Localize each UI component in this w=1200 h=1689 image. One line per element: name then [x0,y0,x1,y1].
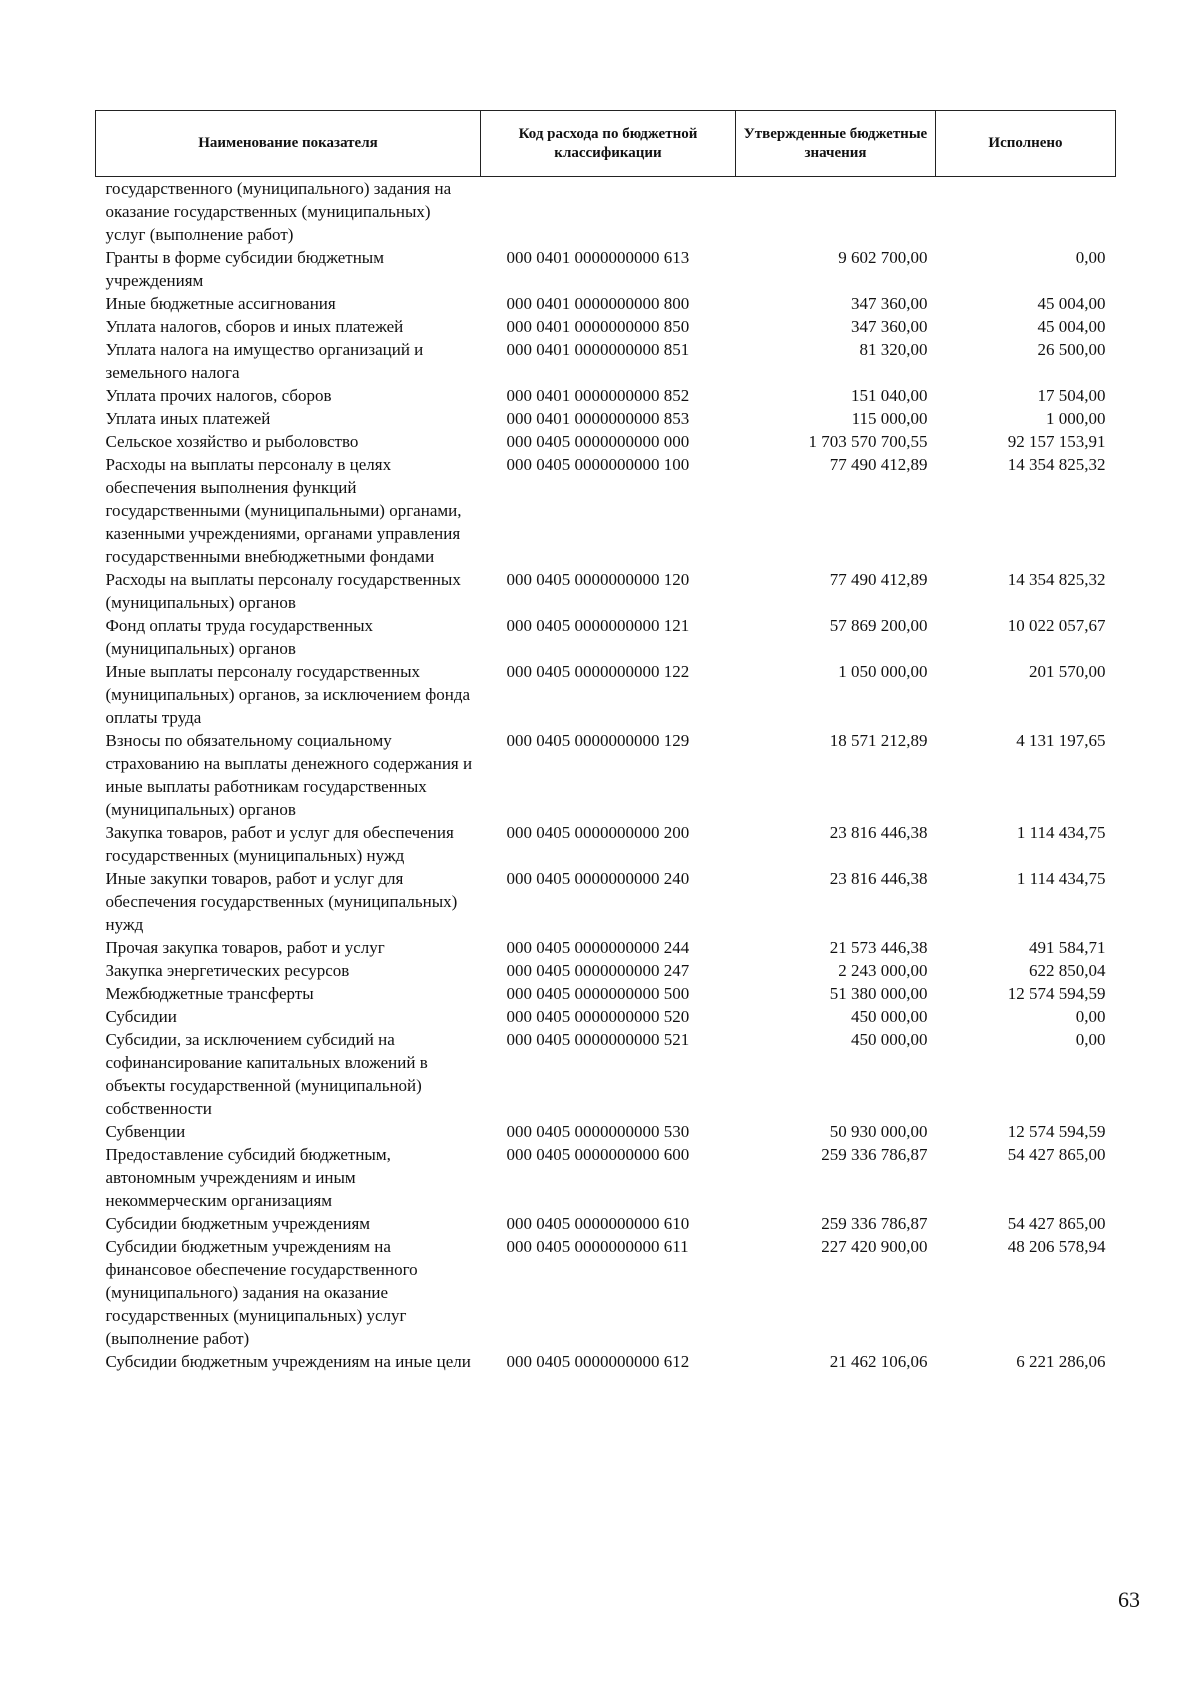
row-indicator-name: Уплата иных платежей [105,409,271,428]
row-executed-value: 6 221 286,06 [1016,1352,1106,1371]
row-approved-value: 50 930 000,00 [829,1122,928,1141]
row-approved-value: 347 360,00 [851,294,928,313]
row-executed-value [936,177,1116,247]
row-expense-code: 000 0405 0000000000 520 [506,1007,690,1026]
table-row [96,660,1116,729]
row-expense-code: 000 0401 0000000000 613 [506,248,690,267]
row-expense-code: 000 0405 0000000000 120 [506,570,690,589]
table-row [96,407,1116,430]
row-expense-code: 000 0401 0000000000 853 [506,409,690,428]
row-expense-code: 000 0405 0000000000 500 [506,984,690,1003]
row-expense-code: 000 0405 0000000000 244 [506,938,690,957]
table-row [96,453,1116,568]
row-approved-value: 347 360,00 [851,317,928,336]
row-executed-value: 1 114 434,75 [1016,823,1106,842]
row-executed-value: 45 004,00 [1037,294,1106,313]
row-approved-value: 51 380 000,00 [829,984,928,1003]
row-expense-code: 000 0405 0000000000 600 [506,1145,690,1164]
row-expense-code: 000 0401 0000000000 851 [506,340,690,359]
row-approved-value: 21 573 446,38 [829,938,928,957]
row-indicator-name: Гранты в форме субсидии бюджетным учреждениям [105,248,384,290]
row-expense-code: 000 0405 0000000000 521 [506,1030,690,1049]
row-indicator-name: Уплата прочих налогов, сборов [105,386,332,405]
row-executed-value: 622 850,04 [1029,961,1106,980]
row-approved-value [736,177,936,247]
row-approved-value: 1 703 570 700,55 [808,432,928,451]
row-approved-value: 2 243 000,00 [838,961,928,980]
table-row [96,568,1116,614]
row-approved-value: 77 490 412,89 [829,570,928,589]
header-executed: Исполнено [936,111,1116,177]
budget-execution-table [95,110,1116,1373]
table-row [96,246,1116,292]
page-number: 63 [1118,1587,1140,1612]
row-expense-code: 000 0405 0000000000 200 [506,823,690,842]
row-executed-value: 0,00 [1075,1030,1106,1049]
row-executed-value: 54 427 865,00 [1007,1145,1106,1164]
row-indicator-name: Уплата налогов, сборов и иных платежей [105,317,404,336]
row-expense-code: 000 0405 0000000000 530 [506,1122,690,1141]
table-row [96,384,1116,407]
table-header [96,111,1116,177]
table-row [96,1120,1116,1143]
row-indicator-name: Взносы по обязательному социальному страхованию на выплаты денежного содержания и иные выплаты работникам государственных (муниципальных) органов [105,731,473,819]
row-indicator-name: Межбюджетные трансферты [105,984,314,1003]
table-row [96,315,1116,338]
row-approved-value: 23 816 446,38 [829,869,928,888]
table-row [96,959,1116,982]
row-approved-value: 21 462 106,06 [829,1352,928,1371]
row-indicator-name: Сельское хозяйство и рыболовство [105,432,359,451]
row-approved-value: 259 336 786,87 [821,1145,928,1164]
table-row [96,1143,1116,1212]
row-indicator-name: Расходы на выплаты персоналу государственных (муниципальных) органов [105,570,461,612]
table-row [96,1028,1116,1120]
table-row [96,729,1116,821]
row-executed-value: 92 157 153,91 [1007,432,1106,451]
row-indicator-name: Субсидии бюджетным учреждениям [105,1214,371,1233]
table-row [96,1350,1116,1373]
table-row [96,867,1116,936]
table-row [96,614,1116,660]
row-executed-value: 10 022 057,67 [1007,616,1106,635]
row-expense-code: 000 0405 0000000000 121 [506,616,690,635]
table-row [96,1235,1116,1350]
table-row [96,177,1116,247]
table-row [96,1005,1116,1028]
row-indicator-name: Иные выплаты персоналу государственных (муниципальных) органов, за исключением фонда оплаты труда [105,662,471,727]
row-indicator-name: Субвенции [105,1122,186,1141]
row-indicator-name: Закупка энергетических ресурсов [105,961,350,980]
table-row [96,292,1116,315]
row-expense-code: 000 0405 0000000000 122 [506,662,690,681]
row-executed-value: 14 354 825,32 [1007,570,1106,589]
row-executed-value: 4 131 197,65 [1016,731,1106,750]
row-approved-value: 259 336 786,87 [821,1214,928,1233]
header-approved-values: Утвержденные бюджетные значения [736,111,936,177]
table-row [96,338,1116,384]
row-indicator-name: Расходы на выплаты персоналу в целях обеспечения выполнения функций государственными (муниципальными) органами, казенными учреждениями, органами управления государственными внебюджетными фондами [105,455,462,566]
row-expense-code: 000 0401 0000000000 850 [506,317,690,336]
row-approved-value: 77 490 412,89 [829,455,928,474]
row-executed-value: 12 574 594,59 [1007,1122,1106,1141]
row-approved-value: 151 040,00 [851,386,928,405]
row-approved-value: 81 320,00 [859,340,928,359]
row-indicator-name: государственного (муниципального) задания на оказание государственных (муниципальных) услуг (выполнение работ) [105,179,452,244]
row-executed-value: 14 354 825,32 [1007,455,1106,474]
row-approved-value: 1 050 000,00 [838,662,928,681]
header-expense-code: Код расхода по бюджетной классификации [481,111,736,177]
row-indicator-name: Закупка товаров, работ и услуг для обеспечения государственных (муниципальных) нужд [105,823,454,865]
row-executed-value: 48 206 578,94 [1007,1237,1106,1256]
row-indicator-name: Уплата налога на имущество организаций и земельного налога [105,340,424,382]
row-indicator-name: Фонд оплаты труда государственных (муниципальных) органов [105,616,373,658]
row-executed-value: 491 584,71 [1029,938,1106,957]
row-executed-value: 0,00 [1075,1007,1106,1026]
row-approved-value: 115 000,00 [851,409,928,428]
row-executed-value: 201 570,00 [1029,662,1106,681]
row-indicator-name: Субсидии, за исключением субсидий на софинансирование капитальных вложений в объекты государственной (муниципальной) собственности [105,1030,428,1118]
row-executed-value: 1 114 434,75 [1016,869,1106,888]
table-row [96,1212,1116,1235]
table-row [96,982,1116,1005]
table-row [96,936,1116,959]
row-expense-code: 000 0405 0000000000 000 [506,432,690,451]
table-body [96,177,1116,1374]
table-row [96,821,1116,867]
row-indicator-name: Предоставление субсидий бюджетным, автономным учреждениям и иным некоммерческим организациям [105,1145,391,1210]
row-indicator-name: Прочая закупка товаров, работ и услуг [105,938,385,957]
row-expense-code [481,177,736,247]
row-approved-value: 450 000,00 [851,1007,928,1026]
row-expense-code: 000 0405 0000000000 611 [506,1237,689,1256]
row-approved-value: 23 816 446,38 [829,823,928,842]
header-indicator-name: Наименование показателя [96,111,481,177]
row-approved-value: 450 000,00 [851,1030,928,1049]
row-executed-value: 0,00 [1075,248,1106,267]
row-indicator-name: Субсидии [105,1007,177,1026]
row-expense-code: 000 0401 0000000000 800 [506,294,690,313]
row-approved-value: 227 420 900,00 [821,1237,928,1256]
row-expense-code: 000 0405 0000000000 610 [506,1214,690,1233]
row-executed-value: 45 004,00 [1037,317,1106,336]
row-indicator-name: Субсидии бюджетным учреждениям на иные цели [105,1352,471,1371]
table-row [96,430,1116,453]
row-indicator-name: Субсидии бюджетным учреждениям на финансовое обеспечение государственного (муниципального) задания на оказание государственных (муниципальных) услуг (выполнение работ) [105,1237,418,1348]
row-expense-code: 000 0405 0000000000 612 [506,1352,690,1371]
row-executed-value: 26 500,00 [1037,340,1106,359]
row-approved-value: 18 571 212,89 [829,731,928,750]
row-executed-value: 17 504,00 [1037,386,1106,405]
row-executed-value: 1 000,00 [1046,409,1106,428]
row-indicator-name: Иные бюджетные ассигнования [105,294,336,313]
row-expense-code: 000 0405 0000000000 240 [506,869,690,888]
row-indicator-name: Иные закупки товаров, работ и услуг для обеспечения государственных (муниципальных) нужд [105,869,458,934]
row-executed-value: 54 427 865,00 [1007,1214,1106,1233]
row-expense-code: 000 0405 0000000000 247 [506,961,690,980]
row-expense-code: 000 0405 0000000000 100 [506,455,690,474]
row-approved-value: 57 869 200,00 [829,616,928,635]
row-executed-value: 12 574 594,59 [1007,984,1106,1003]
row-approved-value: 9 602 700,00 [838,248,928,267]
row-expense-code: 000 0405 0000000000 129 [506,731,690,750]
row-expense-code: 000 0401 0000000000 852 [506,386,690,405]
